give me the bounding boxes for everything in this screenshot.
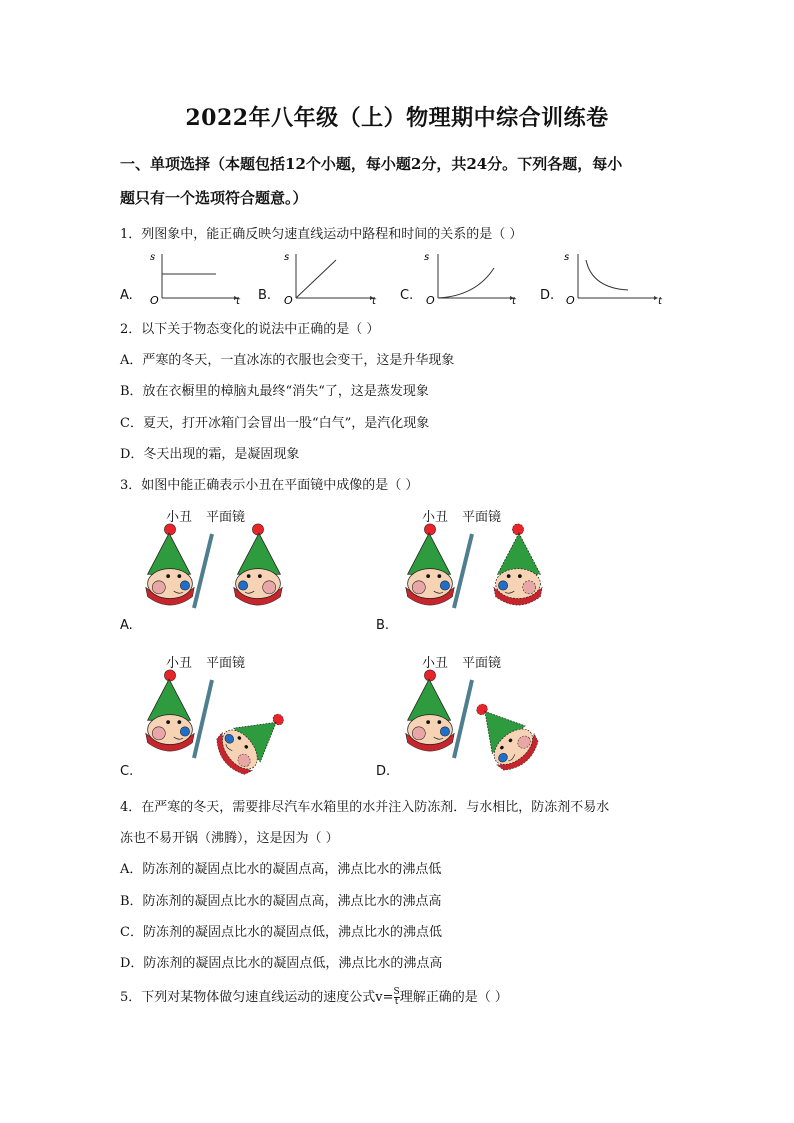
q1-option-b-label: B. [258, 288, 272, 303]
q1-graph-a-y-label: s [150, 252, 156, 263]
q5-stem-part1: 5．下列对某物体做匀速直线运动的速度公式v= [120, 990, 394, 1005]
question-1-stem: 1．列图象中，能正确反映匀速直线运动中路程和时间的关系的是（ ） [120, 227, 523, 242]
q4-option-c: C．防冻剂的凝固点比水的凝固点低，沸点比水的沸点低 [120, 925, 442, 940]
q3-c-image [212, 700, 292, 780]
q3-a-mirror-label: 平面镜 [206, 510, 246, 525]
q1-graph-b-x-label: t [372, 296, 376, 307]
q5-frac-numerator: S [393, 987, 400, 997]
q3-a-clown-label: 小丑 [166, 510, 193, 525]
q3-figure-b [376, 502, 626, 632]
q1-graph-c [424, 248, 524, 310]
q5-frac-denominator: t [394, 997, 399, 1007]
question-2-stem: 2．以下关于物态变化的说法中正确的是（ ） [120, 322, 380, 337]
q4-option-a: A．防冻剂的凝固点比水的凝固点高，沸点比水的沸点低 [120, 862, 442, 877]
section-header-line2: 题只有一个选项符合题意。） [120, 189, 308, 207]
q1-graph-d-origin: O [566, 294, 575, 307]
q1-graph-d-y-label: s [564, 252, 570, 263]
q3-d-image [466, 694, 548, 778]
q2-option-d: D．冬天出现的霜，是凝固现象 [120, 447, 300, 462]
q3-b-mirror [448, 532, 478, 612]
question-4-stem-line2: 冻也不易开锅（沸腾），这是因为（ ） [120, 831, 339, 846]
q1-graph-a-x-label: t [236, 296, 240, 307]
q3-option-c-label: C. [120, 764, 134, 779]
q3-option-d-label: D. [376, 764, 391, 779]
q3-b-image [488, 522, 548, 606]
q2-option-c: C．夏天，打开冰箱门会冒出一股“白气”，是汽化现象 [120, 416, 430, 431]
q3-figure-a [120, 502, 370, 632]
q1-graph-b [284, 248, 384, 310]
q1-graph-a [150, 248, 250, 310]
question-5-stem [120, 986, 508, 1007]
q2-option-b: B．放在衣橱里的樟脑丸最终“消失“了，这是蒸发现象 [120, 384, 429, 399]
q3-figure-d [376, 648, 626, 780]
q3-a-mirror [188, 532, 218, 612]
q1-option-a-label: A. [120, 288, 133, 303]
q3-option-a-label: A. [120, 618, 133, 633]
q1-graph-c-y-label: s [424, 252, 430, 263]
q3-a-image [228, 522, 288, 606]
section-header-line1: 一、单项选择（本题包括12个小题，每小题2分，共24分。下列各题，每小 [120, 155, 623, 173]
q3-figure-c [120, 648, 370, 780]
q1-graph-d-x-label: t [658, 296, 662, 307]
q1-graph-c-x-label: t [512, 296, 516, 307]
q1-graph-c-origin: O [426, 294, 435, 307]
q5-stem-part2: 理解正确的是（ ） [399, 990, 508, 1005]
q1-option-d-label: D. [540, 288, 555, 303]
q1-graph-b-origin: O [284, 294, 293, 307]
q1-option-c-label: C. [400, 288, 414, 303]
q1-graph-d [564, 248, 674, 310]
question-1-graphs [120, 248, 680, 310]
q4-option-d: D．防冻剂的凝固点比水的凝固点低，沸点比水的沸点高 [120, 956, 443, 971]
q3-d-clown-label: 小丑 [422, 656, 449, 671]
q3-c-clown-label: 小丑 [166, 656, 193, 671]
q3-option-b-label: B. [376, 618, 390, 633]
q3-d-mirror-label: 平面镜 [462, 656, 502, 671]
q3-b-mirror-label: 平面镜 [462, 510, 502, 525]
q2-option-a: A．严寒的冬天，一直冰冻的衣服也会变干，这是升华现象 [120, 353, 455, 368]
q4-option-b: B．防冻剂的凝固点比水的凝固点高，沸点比水的沸点高 [120, 894, 442, 909]
page-title: 2022年八年级（上）物理期中综合训练卷 [185, 105, 609, 131]
q3-b-clown-label: 小丑 [422, 510, 449, 525]
q3-c-mirror-label: 平面镜 [206, 656, 246, 671]
question-4-stem-line1: 4．在严寒的冬天，需要排尽汽车水箱里的水并注入防冻剂．与水相比，防冻剂不易水 [120, 800, 610, 815]
section-header [120, 147, 690, 215]
question-3-stem: 3．如图中能正确表示小丑在平面镜中成像的是（ ） [120, 478, 419, 493]
q1-graph-b-y-label: s [284, 252, 290, 263]
q1-graph-a-origin: O [150, 294, 159, 307]
